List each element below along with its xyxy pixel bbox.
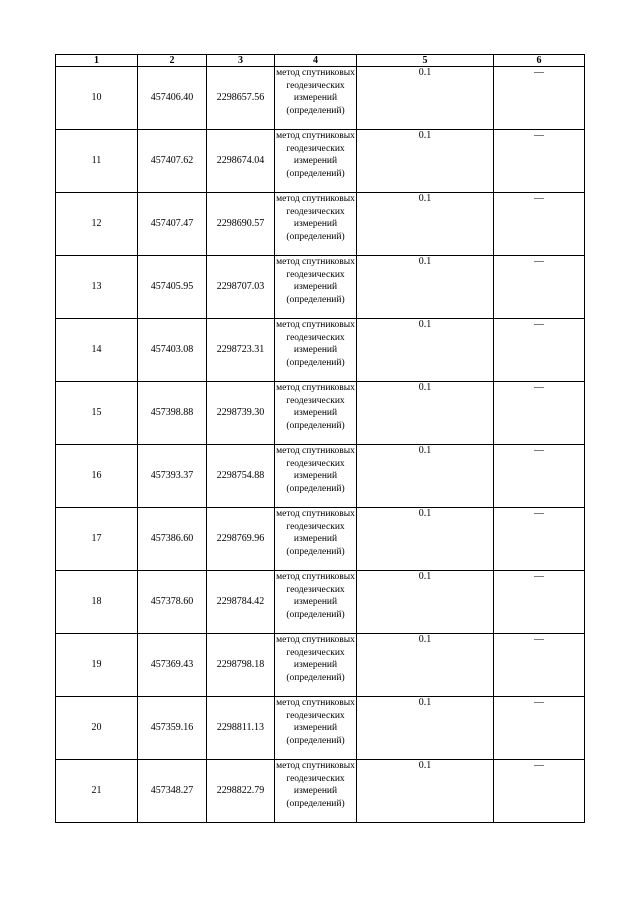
- accuracy-cell-text: 0.1: [418, 760, 432, 771]
- accuracy-cell-text: 0.1: [418, 571, 432, 582]
- description-cell-text: —: [534, 67, 544, 78]
- method-cell-text: метод спутниковых геодезических измерений (определений): [276, 761, 355, 809]
- accuracy-cell-text: 0.1: [418, 634, 432, 645]
- table-row: [56, 319, 585, 382]
- table-row: [56, 445, 585, 508]
- method-cell-text: метод спутниковых геодезических измерений (определений): [276, 320, 355, 368]
- y-coordinate-cell: [207, 130, 275, 193]
- accuracy-cell-text: 0.1: [418, 319, 432, 330]
- method-cell: [275, 256, 357, 319]
- x-coordinate-cell: [138, 697, 207, 760]
- method-cell-text: метод спутниковых геодезических измерений (определений): [276, 698, 355, 746]
- x-coordinate-cell: [138, 319, 207, 382]
- point-number-cell: [56, 256, 138, 319]
- x-coordinate-cell: [138, 445, 207, 508]
- description-cell: [494, 382, 585, 445]
- description-cell: [494, 319, 585, 382]
- x-coordinate-cell-text: 457393.37: [150, 469, 194, 481]
- table-row: [56, 634, 585, 697]
- point-number-cell-text: 13: [91, 280, 102, 292]
- y-coordinate-cell-text: 2298657.56: [216, 91, 265, 103]
- point-number-cell-text: 11: [91, 154, 102, 166]
- accuracy-cell: [357, 67, 494, 130]
- description-cell: [494, 634, 585, 697]
- method-cell: [275, 571, 357, 634]
- point-number-cell: [56, 634, 138, 697]
- table-row: [56, 508, 585, 571]
- point-number-cell: [56, 319, 138, 382]
- accuracy-cell: [357, 256, 494, 319]
- method-cell-text: метод спутниковых геодезических измерений (определений): [276, 572, 355, 620]
- method-cell: [275, 634, 357, 697]
- y-coordinate-cell-text: 2298822.79: [216, 784, 265, 796]
- accuracy-cell: [357, 319, 494, 382]
- method-cell: [275, 697, 357, 760]
- point-number-cell: [56, 697, 138, 760]
- y-coordinate-cell: [207, 760, 275, 823]
- header-cell-5: 5: [357, 55, 494, 67]
- table-row: [56, 193, 585, 256]
- accuracy-cell: [357, 445, 494, 508]
- table-row: [56, 382, 585, 445]
- y-coordinate-cell-text: 2298707.03: [216, 280, 265, 292]
- point-number-cell-text: 18: [91, 595, 102, 607]
- header-row: [56, 55, 585, 67]
- accuracy-cell: [357, 508, 494, 571]
- header-cell-4: 4: [275, 55, 357, 67]
- description-cell-text: —: [534, 256, 544, 267]
- description-cell: [494, 445, 585, 508]
- coordinates-table: [55, 54, 585, 823]
- method-cell: [275, 760, 357, 823]
- table-row: [56, 697, 585, 760]
- description-cell: [494, 697, 585, 760]
- point-number-cell-text: 17: [91, 532, 102, 544]
- point-number-cell-text: 20: [91, 721, 102, 733]
- y-coordinate-cell: [207, 571, 275, 634]
- y-coordinate-cell-text: 2298674.04: [216, 154, 265, 166]
- method-cell-text: метод спутниковых геодезических измерений (определений): [276, 131, 355, 179]
- point-number-cell: [56, 193, 138, 256]
- description-cell: [494, 571, 585, 634]
- x-coordinate-cell-text: 457386.60: [150, 532, 194, 544]
- method-cell: [275, 445, 357, 508]
- method-cell-text: метод спутниковых геодезических измерений (определений): [276, 446, 355, 494]
- point-number-cell: [56, 760, 138, 823]
- accuracy-cell-text: 0.1: [418, 445, 432, 456]
- y-coordinate-cell: [207, 445, 275, 508]
- table-row: [56, 256, 585, 319]
- x-coordinate-cell-text: 457369.43: [150, 658, 194, 670]
- x-coordinate-cell: [138, 67, 207, 130]
- y-coordinate-cell-text: 2298739.30: [216, 406, 265, 418]
- x-coordinate-cell: [138, 130, 207, 193]
- y-coordinate-cell-text: 2298811.13: [216, 721, 265, 733]
- point-number-cell: [56, 508, 138, 571]
- method-cell: [275, 67, 357, 130]
- x-coordinate-cell: [138, 382, 207, 445]
- accuracy-cell: [357, 697, 494, 760]
- accuracy-cell: [357, 382, 494, 445]
- accuracy-cell: [357, 193, 494, 256]
- method-cell: [275, 193, 357, 256]
- method-cell-text: метод спутниковых геодезических измерений (определений): [276, 194, 355, 242]
- y-coordinate-cell-text: 2298690.57: [216, 217, 265, 229]
- y-coordinate-cell: [207, 193, 275, 256]
- point-number-cell-text: 10: [91, 91, 102, 103]
- method-cell-text: метод спутниковых геодезических измерений (определений): [276, 509, 355, 557]
- accuracy-cell: [357, 760, 494, 823]
- y-coordinate-cell-text: 2298798.18: [216, 658, 265, 670]
- description-cell-text: —: [534, 445, 544, 456]
- header-cell-2: 2: [138, 55, 207, 67]
- table-header: [56, 55, 585, 67]
- description-cell-text: —: [534, 697, 544, 708]
- table-row: [56, 130, 585, 193]
- header-cell-3: 3: [207, 55, 275, 67]
- point-number-cell-text: 14: [91, 343, 102, 355]
- y-coordinate-cell: [207, 382, 275, 445]
- x-coordinate-cell-text: 457378.60: [150, 595, 194, 607]
- description-cell: [494, 760, 585, 823]
- description-cell-text: —: [534, 130, 544, 141]
- description-cell-text: —: [534, 760, 544, 771]
- accuracy-cell-text: 0.1: [418, 67, 432, 78]
- method-cell-text: метод спутниковых геодезических измерений (определений): [276, 383, 355, 431]
- x-coordinate-cell: [138, 571, 207, 634]
- y-coordinate-cell-text: 2298769.96: [216, 532, 265, 544]
- y-coordinate-cell: [207, 508, 275, 571]
- x-coordinate-cell: [138, 193, 207, 256]
- table-row: [56, 571, 585, 634]
- method-cell: [275, 508, 357, 571]
- method-cell-text: метод спутниковых геодезических измерений (определений): [276, 257, 355, 305]
- method-cell-text: метод спутниковых геодезических измерений (определений): [276, 68, 355, 116]
- x-coordinate-cell-text: 457407.62: [150, 154, 194, 166]
- table-row: [56, 760, 585, 823]
- x-coordinate-cell-text: 457359.16: [150, 721, 194, 733]
- point-number-cell-text: 19: [91, 658, 102, 670]
- accuracy-cell: [357, 130, 494, 193]
- description-cell: [494, 67, 585, 130]
- accuracy-cell-text: 0.1: [418, 382, 432, 393]
- x-coordinate-cell: [138, 508, 207, 571]
- point-number-cell: [56, 571, 138, 634]
- table-body: [56, 67, 585, 823]
- description-cell: [494, 256, 585, 319]
- y-coordinate-cell: [207, 697, 275, 760]
- y-coordinate-cell: [207, 319, 275, 382]
- description-cell: [494, 130, 585, 193]
- description-cell-text: —: [534, 382, 544, 393]
- method-cell: [275, 382, 357, 445]
- x-coordinate-cell-text: 457403.08: [150, 343, 194, 355]
- y-coordinate-cell-text: 2298784.42: [216, 595, 265, 607]
- accuracy-cell-text: 0.1: [418, 193, 432, 204]
- header-cell-1: 1: [56, 55, 138, 67]
- method-cell: [275, 130, 357, 193]
- x-coordinate-cell-text: 457405.95: [150, 280, 194, 292]
- accuracy-cell-text: 0.1: [418, 508, 432, 519]
- description-cell-text: —: [534, 571, 544, 582]
- point-number-cell: [56, 382, 138, 445]
- x-coordinate-cell-text: 457398.88: [150, 406, 194, 418]
- y-coordinate-cell: [207, 67, 275, 130]
- description-cell-text: —: [534, 634, 544, 645]
- description-cell-text: —: [534, 193, 544, 204]
- method-cell-text: метод спутниковых геодезических измерений (определений): [276, 635, 355, 683]
- x-coordinate-cell-text: 457407.47: [150, 217, 194, 229]
- x-coordinate-cell: [138, 760, 207, 823]
- x-coordinate-cell-text: 457348.27: [150, 784, 194, 796]
- accuracy-cell-text: 0.1: [418, 256, 432, 267]
- description-cell-text: —: [534, 319, 544, 330]
- header-cell-6: 6: [494, 55, 585, 67]
- y-coordinate-cell-text: 2298754.88: [216, 469, 265, 481]
- y-coordinate-cell: [207, 256, 275, 319]
- description-cell: [494, 508, 585, 571]
- point-number-cell-text: 21: [91, 784, 102, 796]
- accuracy-cell: [357, 571, 494, 634]
- accuracy-cell-text: 0.1: [418, 697, 432, 708]
- point-number-cell: [56, 445, 138, 508]
- method-cell: [275, 319, 357, 382]
- point-number-cell-text: 16: [91, 469, 102, 481]
- table-row: [56, 67, 585, 130]
- accuracy-cell-text: 0.1: [418, 130, 432, 141]
- point-number-cell-text: 15: [91, 406, 102, 418]
- y-coordinate-cell-text: 2298723.31: [216, 343, 265, 355]
- y-coordinate-cell: [207, 634, 275, 697]
- x-coordinate-cell: [138, 634, 207, 697]
- point-number-cell: [56, 67, 138, 130]
- accuracy-cell: [357, 634, 494, 697]
- point-number-cell: [56, 130, 138, 193]
- description-cell: [494, 193, 585, 256]
- x-coordinate-cell: [138, 256, 207, 319]
- x-coordinate-cell-text: 457406.40: [150, 91, 194, 103]
- point-number-cell-text: 12: [91, 217, 102, 229]
- description-cell-text: —: [534, 508, 544, 519]
